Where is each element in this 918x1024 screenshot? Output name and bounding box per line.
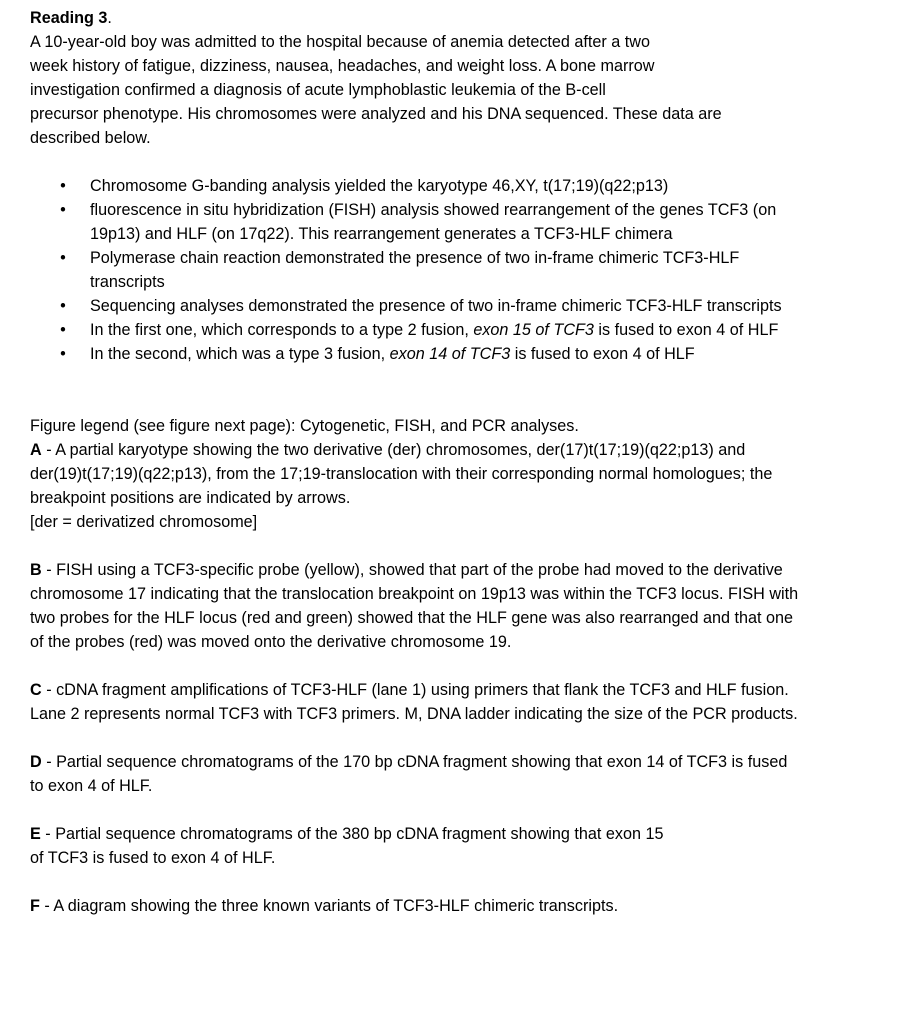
legend-section-f [30,894,900,918]
legend-section-e [30,822,900,870]
finding-text: Polymerase chain reaction demonstrated the presence of two in-frame chimeric TCF3-HLF [90,249,740,267]
bullet-icon: • [60,321,66,339]
legend-text: - A diagram showing the three known variants of TCF3-HLF chimeric transcripts. [39,897,619,915]
legend-text: two probes for the HLF locus (red and green) showed that the HLF gene was also rearranged and that one [30,609,794,627]
legend-text: [der = derivatized chromosome] [30,513,258,531]
reading-title [30,6,900,30]
finding-item [30,198,900,246]
case-intro [30,30,900,150]
finding-text: fluorescence in situ hybridization (FISH) analysis showed rearrangement of the genes TCF3 (on [90,201,777,219]
legend-text: der(19)t(17;19)(q22;p13), from the 17;19-translocation with their corresponding normal homologues; the [30,465,773,483]
legend-section-a [30,438,900,534]
findings-list [30,174,900,366]
intro-line: described below. [30,129,151,147]
legend-label-a: A [30,441,42,459]
bullet-icon: • [60,297,66,315]
finding-text: 19p13) and HLF (on 17q22). This rearrangement generates a TCF3-HLF chimera [90,225,673,243]
legend-text: - FISH using a TCF3-specific probe (yellow), showed that part of the probe had moved to the derivative [41,561,783,579]
finding-text-part: is fused to exon 4 of HLF [510,345,695,363]
reading-title-text: Reading 3 [30,9,108,27]
legend-label-d: D [30,753,42,771]
intro-line: precursor phenotype. His chromosomes were analyzed and his DNA sequenced. These data are [30,105,722,123]
finding-emphasis: exon 15 of TCF3 [473,321,594,339]
legend-text: - Partial sequence chromatograms of the 170 bp cDNA fragment showing that exon 14 of TCF3 is fused [41,753,788,771]
legend-text: - cDNA fragment amplifications of TCF3-HLF (lane 1) using primers that flank the TCF3 and HLF fusion. [41,681,789,699]
legend-text: breakpoint positions are indicated by arrows. [30,489,351,507]
legend-text: Lane 2 represents normal TCF3 with TCF3 primers. M, DNA ladder indicating the size of the PCR products. [30,705,798,723]
legend-section-b [30,558,900,654]
legend-text: to exon 4 of HLF. [30,777,153,795]
legend-text: of the probes (red) was moved onto the derivative chromosome 19. [30,633,512,651]
finding-text [90,321,778,339]
finding-item [30,318,900,342]
legend-text: chromosome 17 indicating that the translocation breakpoint on 19p13 was within the TCF3 locus. FISH with [30,585,799,603]
legend-text: - A partial karyotype showing the two derivative (der) chromosomes, der(17)t(17;19)(q22;p13) and [41,441,746,459]
finding-item [30,294,900,318]
legend-text: - Partial sequence chromatograms of the 380 bp cDNA fragment showing that exon 15 [40,825,664,843]
legend-label-c: C [30,681,42,699]
legend-label-b: B [30,561,42,579]
document-page [30,6,900,918]
bullet-icon: • [60,177,66,195]
intro-line: investigation confirmed a diagnosis of acute lymphoblastic leukemia of the B-cell [30,81,606,99]
finding-text: transcripts [90,273,165,291]
finding-text-part: In the first one, which corresponds to a type 2 fusion, [90,321,474,339]
reading-title-dot: . [107,9,112,27]
legend-label-e: E [30,825,41,843]
finding-text-part: In the second, which was a type 3 fusion, [90,345,390,363]
finding-item [30,174,900,198]
finding-emphasis: exon 14 of TCF3 [389,345,511,363]
legend-label-f: F [30,897,40,915]
legend-section-d [30,750,900,798]
finding-text: Chromosome G-banding analysis yielded the karyotype 46,XY, t(17;19)(q22;p13) [90,177,669,195]
finding-item [30,342,900,366]
intro-line: week history of fatigue, dizziness, nausea, headaches, and weight loss. A bone marrow [30,57,655,75]
finding-text-part: is fused to exon 4 of HLF [593,321,779,339]
bullet-icon: • [60,345,66,363]
bullet-icon: • [60,201,66,219]
legend-heading: Figure legend (see figure next page): Cytogenetic, FISH, and PCR analyses. [30,417,579,435]
bullet-icon: • [60,249,66,267]
finding-text: Sequencing analyses demonstrated the presence of two in-frame chimeric TCF3-HLF transcripts [90,297,782,315]
finding-text [90,345,695,363]
figure-legend [30,414,900,918]
finding-item [30,246,900,294]
legend-text: of TCF3 is fused to exon 4 of HLF. [30,849,276,867]
legend-section-c [30,678,900,726]
intro-line: A 10-year-old boy was admitted to the hospital because of anemia detected after a two [30,33,650,51]
